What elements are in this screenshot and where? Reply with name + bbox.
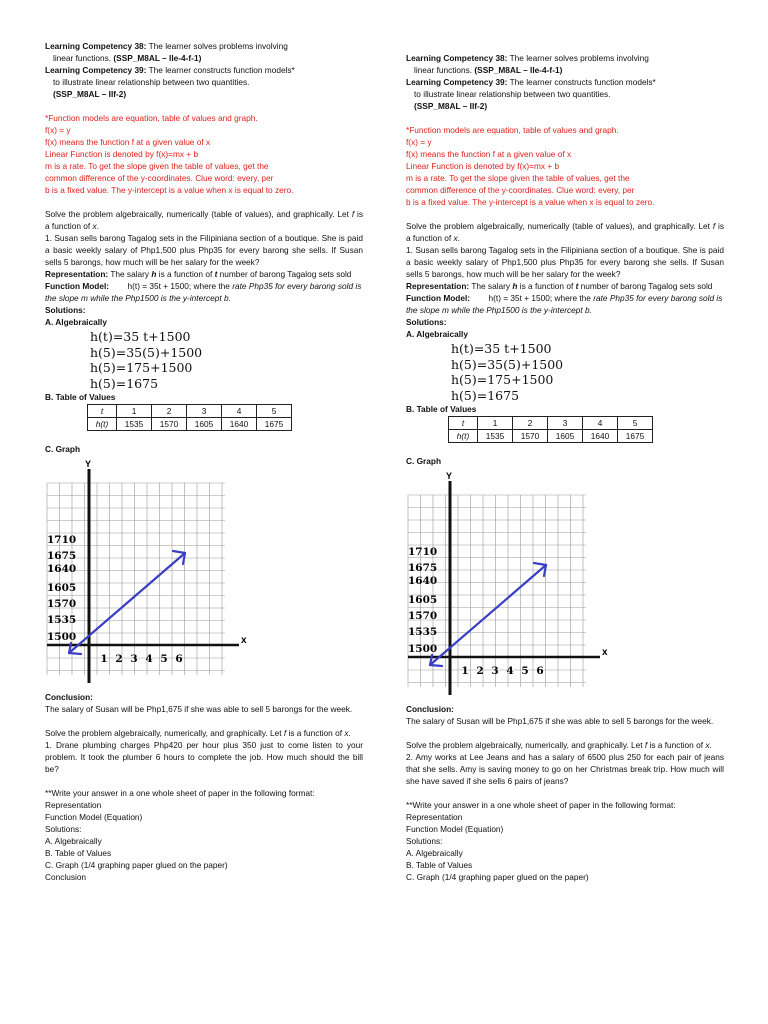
table-cell: 1535 xyxy=(117,418,152,431)
x-tick-label: 1 xyxy=(100,653,108,665)
y-tick-label: 1535 xyxy=(47,614,77,626)
instruction: Solve the problem algebraically, numerically (table of values), and graphically. Let f is a function of x. xyxy=(45,209,363,231)
learning-competency-38-cont: linear functions. (SSP_M8AL – IIe-4-f-1) xyxy=(53,53,202,63)
table-heading: B. Table of Values xyxy=(45,392,116,402)
series-line xyxy=(430,565,546,665)
note-line: b is a fixed value. The y-intercept is a value when x is equal to zero. xyxy=(45,185,294,195)
salary-graph xyxy=(406,471,724,703)
table-cell: 5 xyxy=(257,405,292,418)
table-cell: 2 xyxy=(513,417,548,430)
table-cell: 1605 xyxy=(187,418,222,431)
table-row-t xyxy=(449,417,653,430)
learning-competency-39-code: (SSP_M8AL – IIf-2) xyxy=(53,89,127,99)
y-tick-label: 1570 xyxy=(47,598,77,610)
table-row-h xyxy=(449,430,653,443)
note-line: f(x) = y xyxy=(406,137,432,147)
problem-2: 2. Amy works at Lee Jeans and has a salary of 6500 plus 250 for each pair of jeans that she sells. Amy is saving money to go on her Christmas break trip. How much will she have saved if she sells 6 pairs of jeans? xyxy=(406,752,724,786)
worksheet-column-left xyxy=(45,40,363,883)
learning-competency-39-cont: to illustrate linear relationship between two quantities. xyxy=(414,89,611,99)
table-cell: 1535 xyxy=(478,430,513,443)
table-of-values xyxy=(448,416,653,443)
format-item: Solutions: xyxy=(45,824,82,834)
table-cell: 1570 xyxy=(513,430,548,443)
instruction-2: Solve the problem algebraically, numerically, and graphically. Let f is a function of x. xyxy=(406,740,712,750)
equation: h(5)=175+1500 xyxy=(90,360,193,375)
learning-competency-38-cont: linear functions. (SSP_M8AL – IIe-4-f-1) xyxy=(414,65,563,75)
conclusion-heading: Conclusion: xyxy=(406,704,454,714)
problem-1: 1. Susan sells barong Tagalog sets in the Filipiniana section of a boutique. She is paid a basic weekly salary of Php1,500 plus Php35 for every barong she sells. If Susan sells 5 barongs, how much will be her salary for the week? xyxy=(406,245,724,279)
algebraic-equations xyxy=(406,341,724,403)
data-point xyxy=(479,621,481,623)
note-line: *Function models are equation, table of values and graph. xyxy=(406,125,619,135)
format-item: Solutions: xyxy=(406,836,443,846)
data-point xyxy=(118,609,120,611)
instruction-2: Solve the problem algebraically, numerically, and graphically. Let f is a function of x. xyxy=(45,728,351,738)
write-note: **Write your answer in a one whole sheet of paper in the following format: xyxy=(45,788,315,798)
note-line: f(x) means the function f at a given value of x xyxy=(406,149,572,159)
data-point xyxy=(134,595,136,597)
x-tick-label: 1 xyxy=(461,665,469,677)
data-point xyxy=(168,566,170,568)
table-heading: B. Table of Values xyxy=(406,404,477,414)
y-tick-label: 1500 xyxy=(47,631,77,643)
y-axis-label: Y xyxy=(445,471,453,481)
table-cell: 4 xyxy=(583,417,618,430)
note-line: common difference of the y-coordinates. Clue word: every, per xyxy=(45,173,274,183)
series-line xyxy=(69,553,185,653)
x-tick-label: 4 xyxy=(506,665,514,677)
equation: h(5)=1675 xyxy=(451,387,520,403)
note-line: b is a fixed value. The y-intercept is a value when x is equal to zero. xyxy=(406,197,655,207)
equation: h(t)=35 t+1500 xyxy=(90,329,191,344)
y-tick-label: 1640 xyxy=(408,575,438,587)
x-axis-label: x xyxy=(241,635,247,646)
table-cell: 1570 xyxy=(152,418,187,431)
table-cell: 1640 xyxy=(583,430,618,443)
algebraic-heading: A. Algebraically xyxy=(406,329,468,339)
table-header-h: h(t) xyxy=(449,430,478,443)
format-item: C. Graph (1/4 graphing paper glued on the paper) xyxy=(406,872,589,882)
learning-competency-39-cont: to illustrate linear relationship between two quantities. xyxy=(53,77,250,87)
solutions-heading: Solutions: xyxy=(406,317,447,327)
table-cell: 3 xyxy=(187,405,222,418)
format-item: A. Algebraically xyxy=(406,848,463,858)
y-tick-label: 1500 xyxy=(408,643,438,655)
y-tick-label: 1640 xyxy=(47,563,77,575)
graph-heading: C. Graph xyxy=(406,456,442,466)
algebraic-equations xyxy=(45,329,363,391)
graph-svg xyxy=(45,459,247,691)
representation: Representation: The salary h is a function of t number of barong Tagalog sets sold xyxy=(45,269,352,279)
data-point xyxy=(85,638,87,640)
y-tick-label: 1535 xyxy=(408,626,438,638)
function-model-notes xyxy=(406,124,724,208)
learning-competency-39: Learning Competency 39: The learner constructs function models* xyxy=(45,65,295,75)
x-tick-label: 2 xyxy=(115,653,123,665)
conclusion-text: The salary of Susan will be Php1,675 if she was able to sell 5 barongs for the week. xyxy=(406,716,714,726)
x-tick-label: 4 xyxy=(145,653,153,665)
worksheet-column-right xyxy=(406,52,724,883)
representation: Representation: The salary h is a function of t number of barong Tagalog sets sold xyxy=(406,281,713,291)
algebraic-heading: A. Algebraically xyxy=(45,317,107,327)
format-item: Conclusion xyxy=(45,872,87,882)
table-cell: 1675 xyxy=(618,430,653,443)
y-tick-label: 1570 xyxy=(408,610,438,622)
data-point xyxy=(462,636,464,638)
note-line: Linear Function is denoted by f(x)=mx + b xyxy=(45,149,199,159)
x-tick-label: 6 xyxy=(536,665,544,677)
instruction: Solve the problem algebraically, numerically (table of values), and graphically. Let f is a function of x. xyxy=(406,221,724,243)
solutions-heading: Solutions: xyxy=(45,305,86,315)
graph-heading: C. Graph xyxy=(45,444,81,454)
table-header-t: t xyxy=(449,417,478,430)
data-point xyxy=(151,581,153,583)
equation: h(5)=175+1500 xyxy=(451,372,554,387)
note-line: m is a rate. To get the slope given the table of values, get the xyxy=(45,161,269,171)
table-cell: 1 xyxy=(478,417,513,430)
salary-graph xyxy=(45,459,363,691)
learning-competency-39: Learning Competency 39: The learner constructs function models* xyxy=(406,77,656,87)
format-item: C. Graph (1/4 graphing paper glued on the paper) xyxy=(45,860,228,870)
x-tick-label: 5 xyxy=(521,665,529,677)
x-tick-label: 3 xyxy=(130,653,138,665)
x-tick-label: 5 xyxy=(160,653,168,665)
table-header-t: t xyxy=(88,405,117,418)
table-row-h xyxy=(88,418,292,431)
table-row-t xyxy=(88,405,292,418)
data-point xyxy=(446,650,448,652)
learning-competency-39-code: (SSP_M8AL – IIf-2) xyxy=(414,101,488,111)
format-item: B. Table of Values xyxy=(45,848,112,858)
y-tick-label: 1675 xyxy=(47,550,77,562)
y-tick-label: 1605 xyxy=(47,582,77,594)
data-point xyxy=(529,578,531,580)
data-point xyxy=(512,593,514,595)
function-model: Function Model: h(t) = 35t + 1500; where the rate Php35 for every barong sold is the slope m while the Php1500 is the y-intercept b. xyxy=(45,281,362,303)
note-line: m is a rate. To get the slope given the table of values, get the xyxy=(406,173,630,183)
function-model-notes xyxy=(45,112,363,196)
x-axis-label: x xyxy=(602,647,608,658)
conclusion-heading: Conclusion: xyxy=(45,692,93,702)
format-list xyxy=(406,811,724,883)
table-cell: 4 xyxy=(222,405,257,418)
y-tick-label: 1710 xyxy=(47,534,77,546)
problem-2: 1. Drane plumbing charges Php420 per hour plus 350 just to come listen to your problem. It took the plumber 6 hours to complete the job. How much should the bill be? xyxy=(45,740,363,774)
format-item: Function Model (Equation) xyxy=(45,812,143,822)
learning-competency-38: Learning Competency 38: The learner solves problems involving xyxy=(45,41,288,51)
equation: h(5)=35(5)+1500 xyxy=(451,356,564,372)
note-line: f(x) = y xyxy=(45,125,71,135)
table-cell: 2 xyxy=(152,405,187,418)
note-line: common difference of the y-coordinates. Clue word: every, per xyxy=(406,185,635,195)
note-line: Linear Function is denoted by f(x)=mx + b xyxy=(406,161,560,171)
x-tick-label: 3 xyxy=(491,665,499,677)
conclusion-text: The salary of Susan will be Php1,675 if she was able to sell 5 barongs for the week. xyxy=(45,704,353,714)
format-item: B. Table of Values xyxy=(406,860,473,870)
graph-svg xyxy=(406,471,608,703)
table-header-h: h(t) xyxy=(88,418,117,431)
table-cell: 1675 xyxy=(257,418,292,431)
function-model: Function Model: h(t) = 35t + 1500; where the rate Php35 for every barong sold is the slope m while the Php1500 is the y-intercept b. xyxy=(406,293,723,315)
x-tick-label: 2 xyxy=(476,665,484,677)
table-cell: 3 xyxy=(548,417,583,430)
learning-competency-38: Learning Competency 38: The learner solves problems involving xyxy=(406,53,649,63)
format-item: Function Model (Equation) xyxy=(406,824,504,834)
format-list xyxy=(45,799,363,883)
table-cell: 1640 xyxy=(222,418,257,431)
write-note: **Write your answer in a one whole sheet of paper in the following format: xyxy=(406,800,676,810)
x-tick-label: 6 xyxy=(175,653,183,665)
table-cell: 1 xyxy=(117,405,152,418)
y-tick-label: 1605 xyxy=(408,594,438,606)
equation: h(5)=1675 xyxy=(90,375,159,391)
problem-1: 1. Susan sells barong Tagalog sets in the Filipiniana section of a boutique. She is paid a basic weekly salary of Php1,500 plus Php35 for every barong she sells. If Susan sells 5 barongs, how much will be her salary for the week? xyxy=(45,233,363,267)
note-line: *Function models are equation, table of values and graph. xyxy=(45,113,258,123)
format-item: Representation xyxy=(406,812,463,822)
equation: h(t)=35 t+1500 xyxy=(451,341,552,356)
note-line: f(x) means the function f at a given value of x xyxy=(45,137,211,147)
table-of-values xyxy=(87,404,292,431)
table-cell: 5 xyxy=(618,417,653,430)
format-item: Representation xyxy=(45,800,102,810)
format-item: A. Algebraically xyxy=(45,836,102,846)
y-axis-label: Y xyxy=(84,459,92,469)
table-cell: 1605 xyxy=(548,430,583,443)
data-point xyxy=(101,624,103,626)
y-tick-label: 1675 xyxy=(408,562,438,574)
y-tick-label: 1710 xyxy=(408,546,438,558)
equation: h(5)=35(5)+1500 xyxy=(90,344,203,360)
data-point xyxy=(495,607,497,609)
